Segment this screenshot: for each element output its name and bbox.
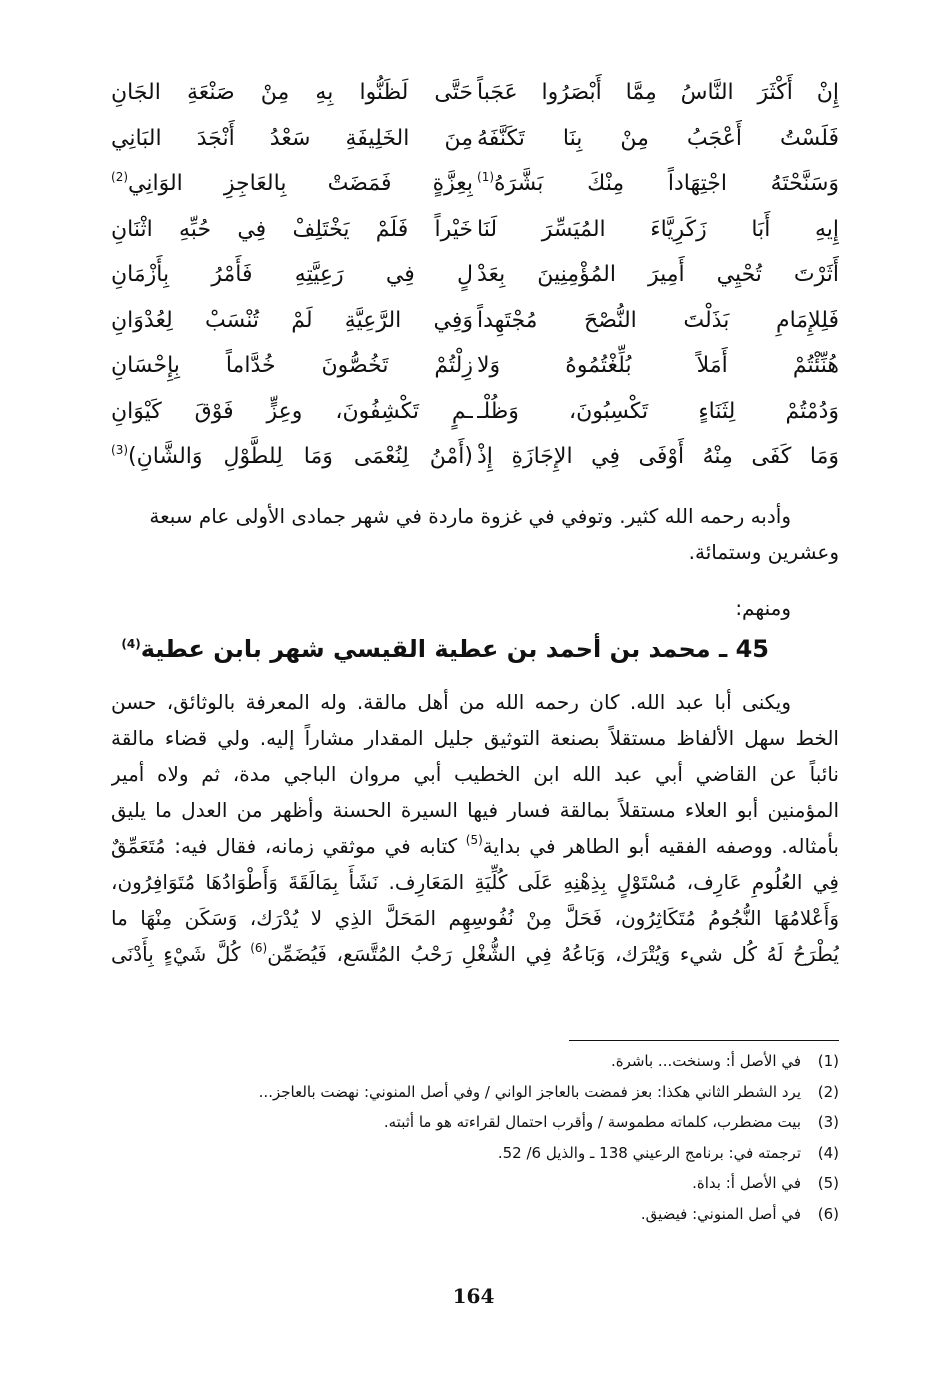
paragraph-line: وأدبه رحمه الله كثير. وتوفي في غزوة ماردة في شهر جمادى الأولى عام سبعة (149, 504, 791, 528)
poem-line-6-first-hemistich: فَلِلإِمَامِ بَذَلْتَ النُّصْحَ مُجْتَهِداً (477, 307, 839, 333)
poem-line-7-second-hemistich: زِلْتُمْ تَخُصُّونَ خُدَّاماً بِإِحْسَانِ (111, 353, 473, 378)
poem-line-3-first-hemistich: وَسَنَّحْتَهُ اجْتِهَاداً مِنْكَ بَشَّرَهُ$^{(1)}$ (477, 170, 839, 196)
poem-line-9-second-hemistich: (أَمْنُ لِنُعْمَى وَمَا لِلطَّوْلِ وَالشَّانِ)$^{(3)}$ (111, 443, 473, 469)
footnote-6: (6) في أصل المنوني: فيضيق. (640, 1204, 839, 1223)
footnotes (111, 1046, 839, 1229)
entry-number: 45 (735, 635, 769, 663)
paragraph-line: وَأَعْلامُهَا النُّجُومُ مُتَكَاثِرُون، فَحَلَّ مِنْ نُفُوسِهِم المَحَلَّ الذِي لا يُدْرَك، وَسَكَن مِنْهَا ما (111, 906, 839, 930)
paragraph-biography (111, 684, 839, 972)
entry-heading (121, 629, 769, 669)
poem (111, 70, 839, 480)
footnote-1: (1) في الأصل أ: وسنخت... باشرة. (610, 1052, 839, 1070)
poem-line-4-second-hemistich: خَيْراً فَلَمْ يَخْتَلِفْ فِي حُبِّهِ اثْنَانِ (111, 216, 473, 242)
poem-line-1-first-hemistich: إِنْ أَكْثَرَ النَّاسُ مِمَّا أَبْصَرُوا عَجَباً (477, 80, 839, 105)
paragraph-line: يُطْرَحُ لَهُ كُل شيء وَيُتْرَك، وَبَاعُهُ فِي الشُّغْلِ رَحْبُ المُتَّسَع، فَيُضَمِّن$^{(6)}$ كُلَّ شَيْءٍ بِأَدْنَى (111, 941, 839, 966)
footnote-2: (2) يرد الشطر الثاني هكذا: بعز فمضت بالعاجز الواني / وفي أصل المنوني: نهضت بالعاجز... (258, 1082, 839, 1101)
poem-line-5-second-hemistich: لٍ فِي رَعِيَّتِهِ فَأَمْرُ بِأَزْمَانِ (111, 262, 473, 287)
poem-line-6-second-hemistich: وَفِي الرَّعِيَّةِ لَمْ تُنْسَبْ لِعُدْوَانِ (111, 307, 473, 333)
paragraph-line: ويكنى أبا عبد الله. كان رحمه الله من أهل مالقة. وله المعرفة بالوثائق، حسن (111, 690, 791, 714)
poem-line-9-first-hemistich: وَمَا كَفَى مِنْهُ أَوْفَى فِي الإِجَازَةِ إِذْ (477, 444, 839, 469)
poem-line-1-second-hemistich: حَتَّى لَظَنُّوا بِهِ مِنْ صَنْعَةِ الجَانِ (111, 80, 473, 105)
poem-line-3-second-hemistich: بِعِزَّةٍ فَمَضَتْ بِالعَاجِزِ الوَانِي$^{(2)}$ (111, 170, 473, 196)
poem-line-2-second-hemistich: مِنَ الخَلِيفَةِ سَعْدُ أَنْجَدَ البَانِي (111, 125, 473, 151)
paragraph-line: وعشرين وستمائة. (688, 540, 839, 564)
page-number: 164 (452, 1284, 495, 1308)
paragraph-death-note (111, 498, 839, 570)
paragraph-line: الخط سهل الألفاظ مستقلاً بصنعة التوثيق جليل المقدار مشاراً إليه. ولي قضاء مالقة (111, 726, 839, 750)
poem-line-5-first-hemistich: أَثَرْتَ تُحْيِي أَمِيرَ المُؤْمِنِينَ بِعَدْ (477, 262, 839, 287)
entry-name: محمد بن أحمد بن عطية القيسي شهر بابن عطية (140, 635, 711, 663)
paragraph-line: فِي العُلُومِ عَارِف، مُسْتَوْلٍ بِذِهْنِهِ عَلَى كُلِّيَةِ المَعَارِف. نَشَأَ بِمَالَقَةَ وَأَطْوَادُهَا مُتَوَافِرُون، (111, 870, 839, 894)
footnote-4: (4) ترجمته في: برنامج الرعيني 138 ـ والذيل 6/ 52. (497, 1143, 839, 1162)
footnote-ref-5: (5) (465, 833, 483, 847)
footnote-ref-2: (2) (111, 170, 129, 184)
poem-line-7-first-hemistich: هُنِّئْتُمْ أَمَلاً بُلِّغْتُمُوهُ وَلا (477, 353, 839, 378)
footnote-separator (569, 1040, 839, 1041)
poem-line-4-first-hemistich: إِيهِ أَبَا زَكَرِيَّاءَ المُيَسِّرَ لَنَا (477, 216, 839, 242)
footnote-ref-3: (3) (111, 443, 129, 457)
paragraph-line: بأمثاله. ووصفه الفقيه أبو الطاهر في بداية$^{(5)}$ كتابه في موثقي زمانه، فقال فيه: مُتَعَمِّقٌ (111, 833, 839, 858)
paragraph-line: المؤمنين أبو العلاء مستقلاً بمالقة فسار فيها السيرة الحسنة وأظهر من العدل ما يليق (111, 798, 839, 822)
footnote-ref-1: (1) (477, 170, 495, 184)
entry-dash: ـ (719, 635, 728, 663)
footnote-ref-4: (4) (121, 637, 141, 651)
footnote-ref-6: (6) (250, 941, 268, 955)
poem-line-8-first-hemistich: وَدُمْتُمْ لِثَنَاءٍ تَكْسِبُونَ، وَظُلْـ (477, 398, 839, 424)
and-among-them-label: ومنهم: (735, 596, 791, 620)
footnote-5: (5) في الأصل أ: بداة. (692, 1174, 839, 1192)
poem-line-8-second-hemistich: ـمٍ تَكْشِفُونَ، وعِزٍّ فَوْقَ كَيْوَانِ (111, 398, 473, 424)
footnote-3: (3) بيت مضطرب، كلماته مطموسة / وأقرب احتمال لقراءته هو ما أثبته. (383, 1113, 839, 1131)
paragraph-line: نائباً عن القاضي أبي عبد الله ابن الخطيب أبي مروان الباجي مدة، ثم ولاه أمير (111, 762, 839, 786)
poem-line-2-first-hemistich: فَلَسْتُ أَعْجَبُ مِنْ بِنَا تَكَنَّفَهُ (477, 125, 839, 151)
